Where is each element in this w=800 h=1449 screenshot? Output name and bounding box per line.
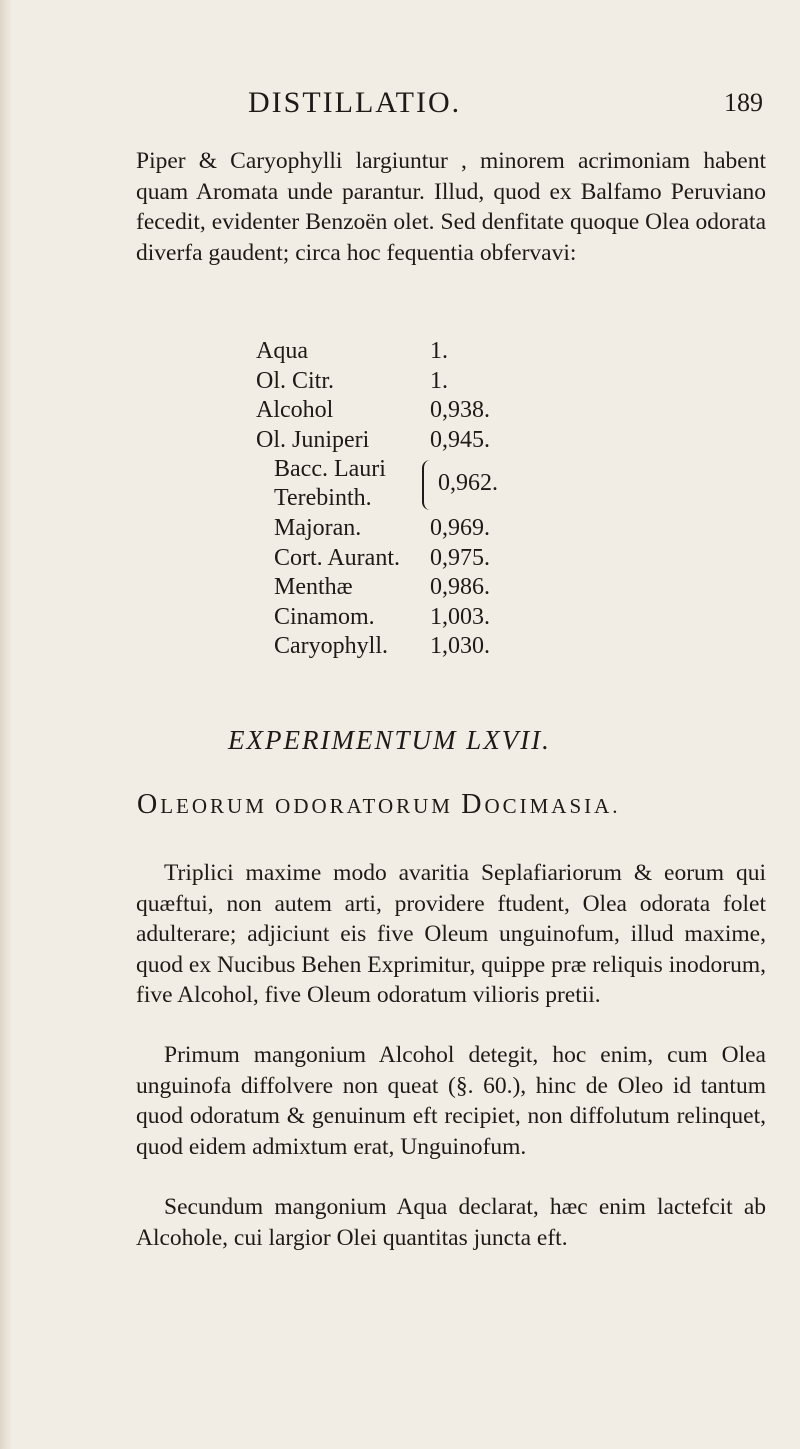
body-paragraph-3: Secundum mangonium Aqua declarat, hæc enim lactefcit ab Alcohole, cui largior Olei quantitas juncta eft.	[136, 1194, 766, 1251]
heading-word: ODORATORUM	[275, 794, 453, 818]
substance-name: Menthæ	[274, 574, 353, 600]
table-row	[256, 574, 636, 604]
substance-value: 0,986.	[430, 574, 490, 600]
body-paragraph-2: Primum mangonium Alcohol detegit, hoc enim, cum Olea unguinofa diffolvere non queat (§. 60.), hinc de Oleo id tantum quod odoratum & genuinum eft recipiet, non diffolutum relinquet, quod eidem admixtum erat, Unguinofum.	[136, 1042, 766, 1160]
substance-name: Terebinth.	[274, 485, 372, 511]
substance-name: Ol. Citr.	[256, 367, 335, 394]
table-row	[256, 604, 636, 634]
table-row	[256, 633, 636, 663]
heading-word: LEORUM	[160, 794, 267, 818]
substance-name: Cort. Aurant.	[274, 544, 400, 571]
substance-value: 0,969.	[430, 515, 490, 541]
substance-name: Bacc. Lauri	[274, 456, 386, 482]
substance-name: Aqua	[256, 338, 308, 364]
substance-value: 1,030.	[430, 633, 490, 659]
heading-word: OCIMASIA.	[484, 794, 621, 818]
body-paragraph-1: Triplici maxime modo avaritia Seplafiariorum & eorum qui quæftui, non autem arti, providere ftudent, Olea odorata folet adulterare; adjiciunt eis five Oleum unguinofum, illud maxime, quod ex Nucibus Behen Exprimitur, quippe præ reliquis inodorum, five Alcohol, five Oleum odoratum vilioris pretii.	[136, 860, 766, 1008]
table-row	[256, 545, 636, 575]
substance-value: 0,938.	[430, 397, 490, 423]
page-header	[0, 86, 800, 126]
substance-name: Ol. Juniperi	[256, 426, 370, 453]
substance-value: 1.	[430, 338, 448, 364]
substance-value: 0,962.	[438, 470, 498, 496]
experiment-heading: EXPERIMENTUM LXVII.	[228, 725, 551, 755]
running-title: DISTILLATIO.	[248, 86, 462, 119]
substance-value: 0,945.	[430, 426, 490, 453]
substance-value: 1,003.	[430, 603, 490, 630]
substance-name: Cinamom.	[274, 603, 375, 630]
heading-initial: D	[461, 789, 485, 820]
table-row	[256, 338, 636, 368]
heading-initial: O	[137, 789, 161, 820]
table-row	[256, 427, 636, 457]
page-edge-shadow	[0, 0, 12, 1449]
substance-value: 1.	[430, 367, 448, 394]
substance-name: Alcohol	[256, 397, 334, 423]
substance-value: 0,975.	[430, 544, 490, 571]
table-row	[256, 368, 636, 398]
bracketed-table-row	[256, 456, 636, 515]
intro-paragraph: Piper & Caryophylli largiuntur , minorem acrimoniam habent quam Aromata unde parantur. Illud, quod ex Balfamo Peruviano fecedit, evidenter Benzoën olet. Sed denfitate quoque Olea odorata diverfa gaudent; circa hoc fequentia obfervavi:	[136, 148, 766, 266]
oil-weight-table	[256, 338, 636, 663]
page-number: 189	[724, 88, 763, 117]
table-row	[256, 515, 636, 545]
substance-name: Caryophyll.	[274, 633, 388, 659]
section-heading	[137, 789, 621, 821]
substance-name: Majoran.	[274, 515, 362, 541]
table-row	[256, 397, 636, 427]
curly-brace	[422, 460, 434, 510]
